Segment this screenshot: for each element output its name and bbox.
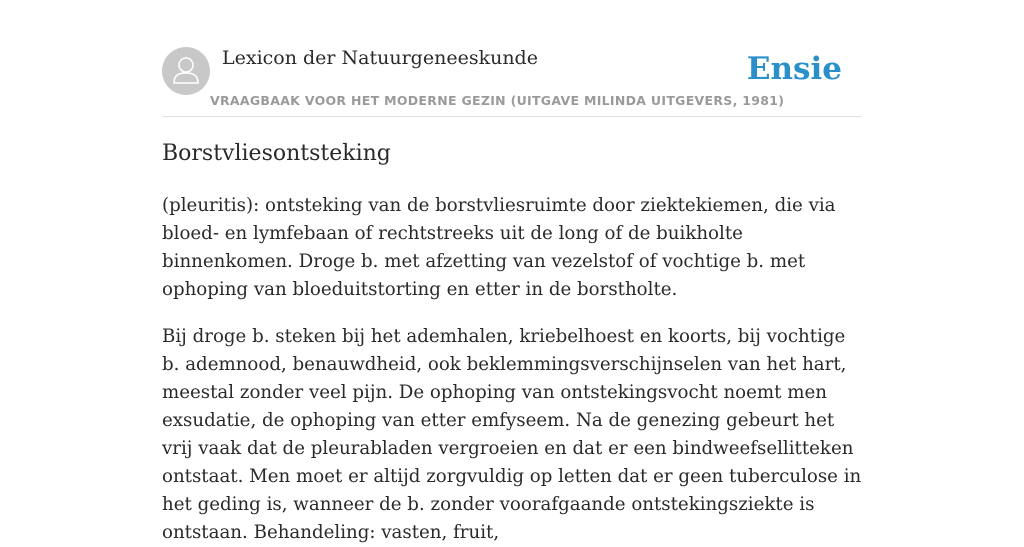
ensie-logo[interactable]: Ensie xyxy=(746,51,842,87)
book-title[interactable]: Lexicon der Natuurgeneeskunde xyxy=(222,47,538,69)
article-paragraph: Bij droge b. steken bij het ademhalen, kriebelhoest en koorts, bij vochtige b. ademnood, benauwdheid, ook beklemmingsverschijnselen van het hart, meestal zonder veel pijn. De ophoping van ontstekingsvocht noemt men exsudatie, de ophoping van etter emfyseem. Na de genezing gebeurt het vrij vaak dat de pleurabladen vergroeien en dat er een bindweefsellitteken ontstaat. Men moet er altijd zorgvuldig op letten dat er geen tuberculose in het geding is, wanneer de b. zonder voorafgaande ontstekingsziekte is ontstaan. Behandeling: vasten, fruit, xyxy=(162,326,862,543)
user-avatar-icon[interactable] xyxy=(162,47,210,95)
article-paragraph: (pleuritis): ontsteking van de borstvliesruimte door ziektekiemen, die via bloed- en lymfebaan of rechtstreeks uit de long of de buikholte binnenkomen. Droge b. met afzetting van vezelstof of vochtige b. met ophoping van bloeduitstorting en etter in de borstholte. xyxy=(162,195,836,300)
book-subtitle: VRAAGBAAK VOOR HET MODERNE GEZIN (UITGAVE MILINDA UITGEVERS, 1981) xyxy=(210,93,785,108)
page-header xyxy=(162,0,862,117)
article-title: Borstvliesontsteking xyxy=(162,141,391,166)
person-outline-icon xyxy=(162,47,210,95)
article xyxy=(162,138,862,547)
